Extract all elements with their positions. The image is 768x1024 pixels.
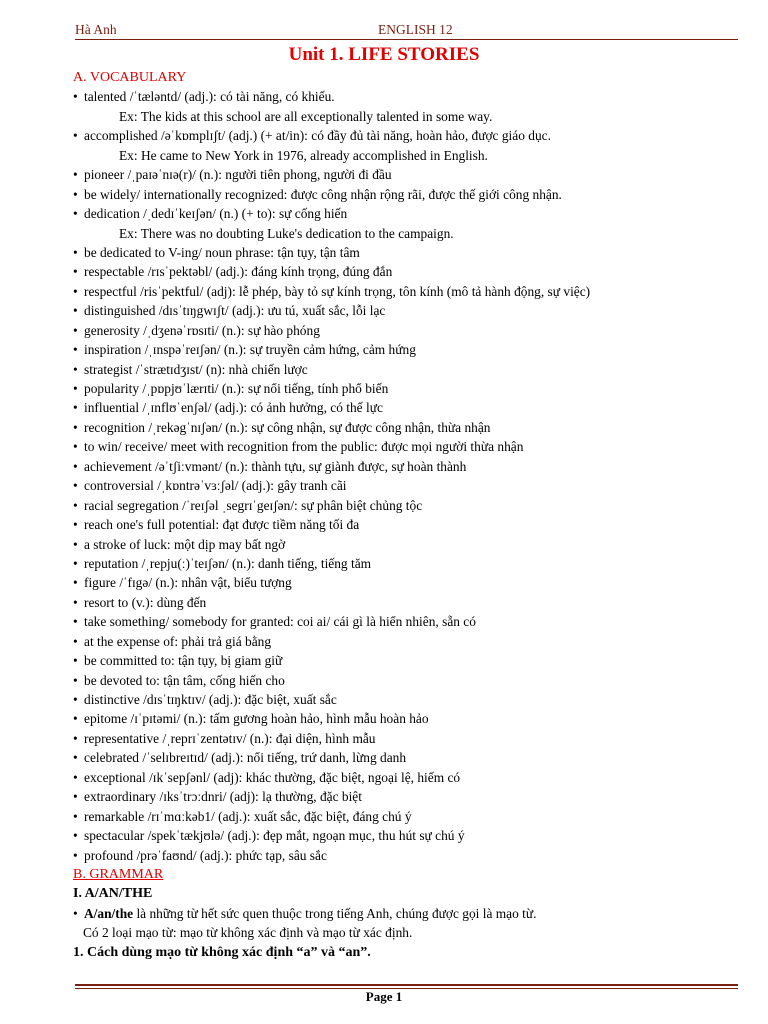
vocab-item: • generosity /ˌdʒenəˈrɒsɪti/ (n.): sự hào phóng: [73, 322, 320, 338]
vocab-item: • reach one's full potential: đạt được tiềm năng tối đa: [73, 517, 360, 533]
page-header: [75, 22, 738, 40]
vocab-example: Ex: The kids at this school are all exceptionally talented in some way.: [119, 108, 493, 124]
vocab-item: • be dedicated to V-ing/ noun phrase: tận tụy, tận tâm: [73, 244, 360, 260]
vocab-item: • a stroke of luck: một dịp may bất ngờ: [73, 536, 286, 552]
unit-title: Unit 1. LIFE STORIES: [288, 44, 480, 65]
vocab-item: • profound /prəˈfaʊnd/ (adj.): phức tạp, sâu sắc: [73, 847, 327, 863]
vocab-item: • to win/ receive/ meet with recognition from the public: được mọi người thừa nhận: [73, 439, 524, 455]
vocab-item: • dedication /ˌdedɪˈkeɪʃən/ (n.) (+ to): sự cống hiến: [73, 206, 348, 222]
header-subject: ENGLISH 12: [378, 22, 453, 37]
vocab-item: • be devoted to: tận tâm, cống hiến cho: [73, 672, 285, 688]
vocab-item: • respectable /rɪsˈpektəbl/ (adj.): đáng kính trọng, đúng đắn: [73, 264, 393, 280]
document-body: [73, 68, 743, 962]
vocab-item: • distinctive /dɪsˈtɪŋktɪv/ (adj.): đặc biệt, xuất sắc: [73, 692, 337, 707]
vocab-item: • achievement /əˈtʃiːvmənt/ (n.): thành tựu, sự giành được, sự hoàn thành: [73, 458, 467, 474]
vocab-item: • at the expense of: phải trả giá bằng: [73, 633, 272, 649]
vocab-item: • take something/ somebody for granted: coi ai/ cái gì là hiển nhiên, sẵn có: [73, 614, 476, 630]
header-divider: [75, 39, 738, 40]
vocab-item: • epitome /ɪˈpɪtəmi/ (n.): tấm gương hoàn hảo, hình mẫu hoàn hảo: [73, 711, 429, 727]
vocab-example: Ex: There was no doubting Luke's dedication to the campaign.: [119, 225, 454, 241]
vocab-item: • be widely/ internationally recognized: được công nhận rộng rãi, được thế giới công nhận.: [73, 186, 562, 202]
grammar-paragraph: • A/an/the là những từ hết sức quen thuộc trong tiếng Anh, chúng được gọi là mạo từ.: [73, 905, 537, 921]
vocab-item: • recognition /ˌrekəgˈnɪʃən/ (n.): sự công nhận, sự được công nhận, thừa nhận: [73, 419, 491, 435]
vocab-item: • distinguished /dɪsˈtɪŋgwɪʃt/ (adj.): ưu tú, xuất sắc, lỗi lạc: [73, 303, 386, 319]
vocab-item: • be committed to: tận tụy, bị giam giữ: [73, 653, 283, 669]
vocab-item: • reputation /ˌrepju(ː)ˈteɪʃən/ (n.): danh tiếng, tiếng tăm: [73, 555, 372, 571]
vocab-item: • spectacular /spekˈtækjʊlə/ (adj.): đẹp mắt, ngoạn mục, thu hút sự chú ý: [73, 828, 465, 844]
vocab-item: • pioneer /ˌpaɪəˈnɪə(r)/ (n.): người tiên phong, người đi đầu: [73, 167, 392, 183]
vocab-item: • popularity /ˌpɒpjʊˈlærɪti/ (n.): sự nổi tiếng, tính phổ biến: [73, 381, 389, 396]
vocab-item: • controversial /ˌkɒntrəˈvɜːʃəl/ (adj.): gây tranh cãi: [73, 478, 347, 494]
footer-divider: [75, 984, 738, 986]
section-heading-vocabulary: A. VOCABULARY: [73, 70, 187, 85]
vocab-item: • exceptional /ɪkˈsepʃənl/ (adj): khác thường, đặc biệt, ngoại lệ, hiếm có: [73, 769, 461, 785]
grammar-subheading: I. A/AN/THE: [73, 886, 153, 902]
vocab-item: • racial segregation /ˈreɪʃəl ˌsegrɪˈgeɪʃən/: sự phân biệt chủng tộc: [73, 497, 423, 513]
vocab-item: • strategist /ˈstrætɪdʒɪst/ (n): nhà chiến lược: [73, 361, 308, 377]
header-author: Hà Anh: [75, 22, 117, 37]
vocab-item: • talented /ˈtæləntd/ (adj.): có tài năng, có khiếu.: [73, 89, 335, 105]
vocab-example: Ex: He came to New York in 1976, already accomplished in English.: [119, 147, 488, 163]
vocab-item: • inspiration /ˌɪnspəˈreɪʃən/ (n.): sự truyền cảm hứng, cảm hứng: [73, 342, 416, 358]
vocab-item: • accomplished /əˈkɒmplɪʃt/ (adj.) (+ at/in): có đầy đủ tài năng, hoàn hảo, được giáo dục.: [73, 128, 551, 144]
vocab-item: • remarkable /rɪˈmɑːkəb1/ (adj.): xuất sắc, đặc biệt, đáng chú ý: [73, 808, 412, 824]
vocab-item: • resort to (v.): dùng đến: [73, 594, 207, 610]
vocab-item: • representative /ˌreprɪˈzentətɪv/ (n.): đại diện, hình mẫu: [73, 730, 376, 746]
vocab-item: • influential /ˌɪnflʊˈenʃəl/ (adj.): có ảnh hưởng, có thế lực: [73, 400, 383, 416]
vocab-item: • extraordinary /ɪksˈtrɔːdnri/ (adj): lạ thường, đặc biệt: [73, 789, 362, 805]
grammar-paragraph: Có 2 loại mạo từ: mạo từ không xác định và mạo từ xác định.: [83, 925, 413, 941]
grammar-heading: 1. Cách dùng mạo từ không xác định “a” và “an”.: [73, 944, 371, 960]
vocab-item: • respectful /risˈpektful/ (adj): lễ phép, bày tỏ sự kính trọng, tôn kính (mô tả hành động, sự việc): [73, 283, 591, 299]
section-heading-grammar: B. GRAMMAR: [73, 866, 164, 882]
vocab-item: • figure /ˈfɪgə/ (n.): nhân vật, biểu tượng: [73, 575, 292, 591]
vocab-item: • celebrated /ˈselɪbreɪtɪd/ (adj.): nổi tiếng, trứ danh, lừng danh: [73, 750, 407, 766]
page-number: Page 1: [365, 989, 403, 1004]
